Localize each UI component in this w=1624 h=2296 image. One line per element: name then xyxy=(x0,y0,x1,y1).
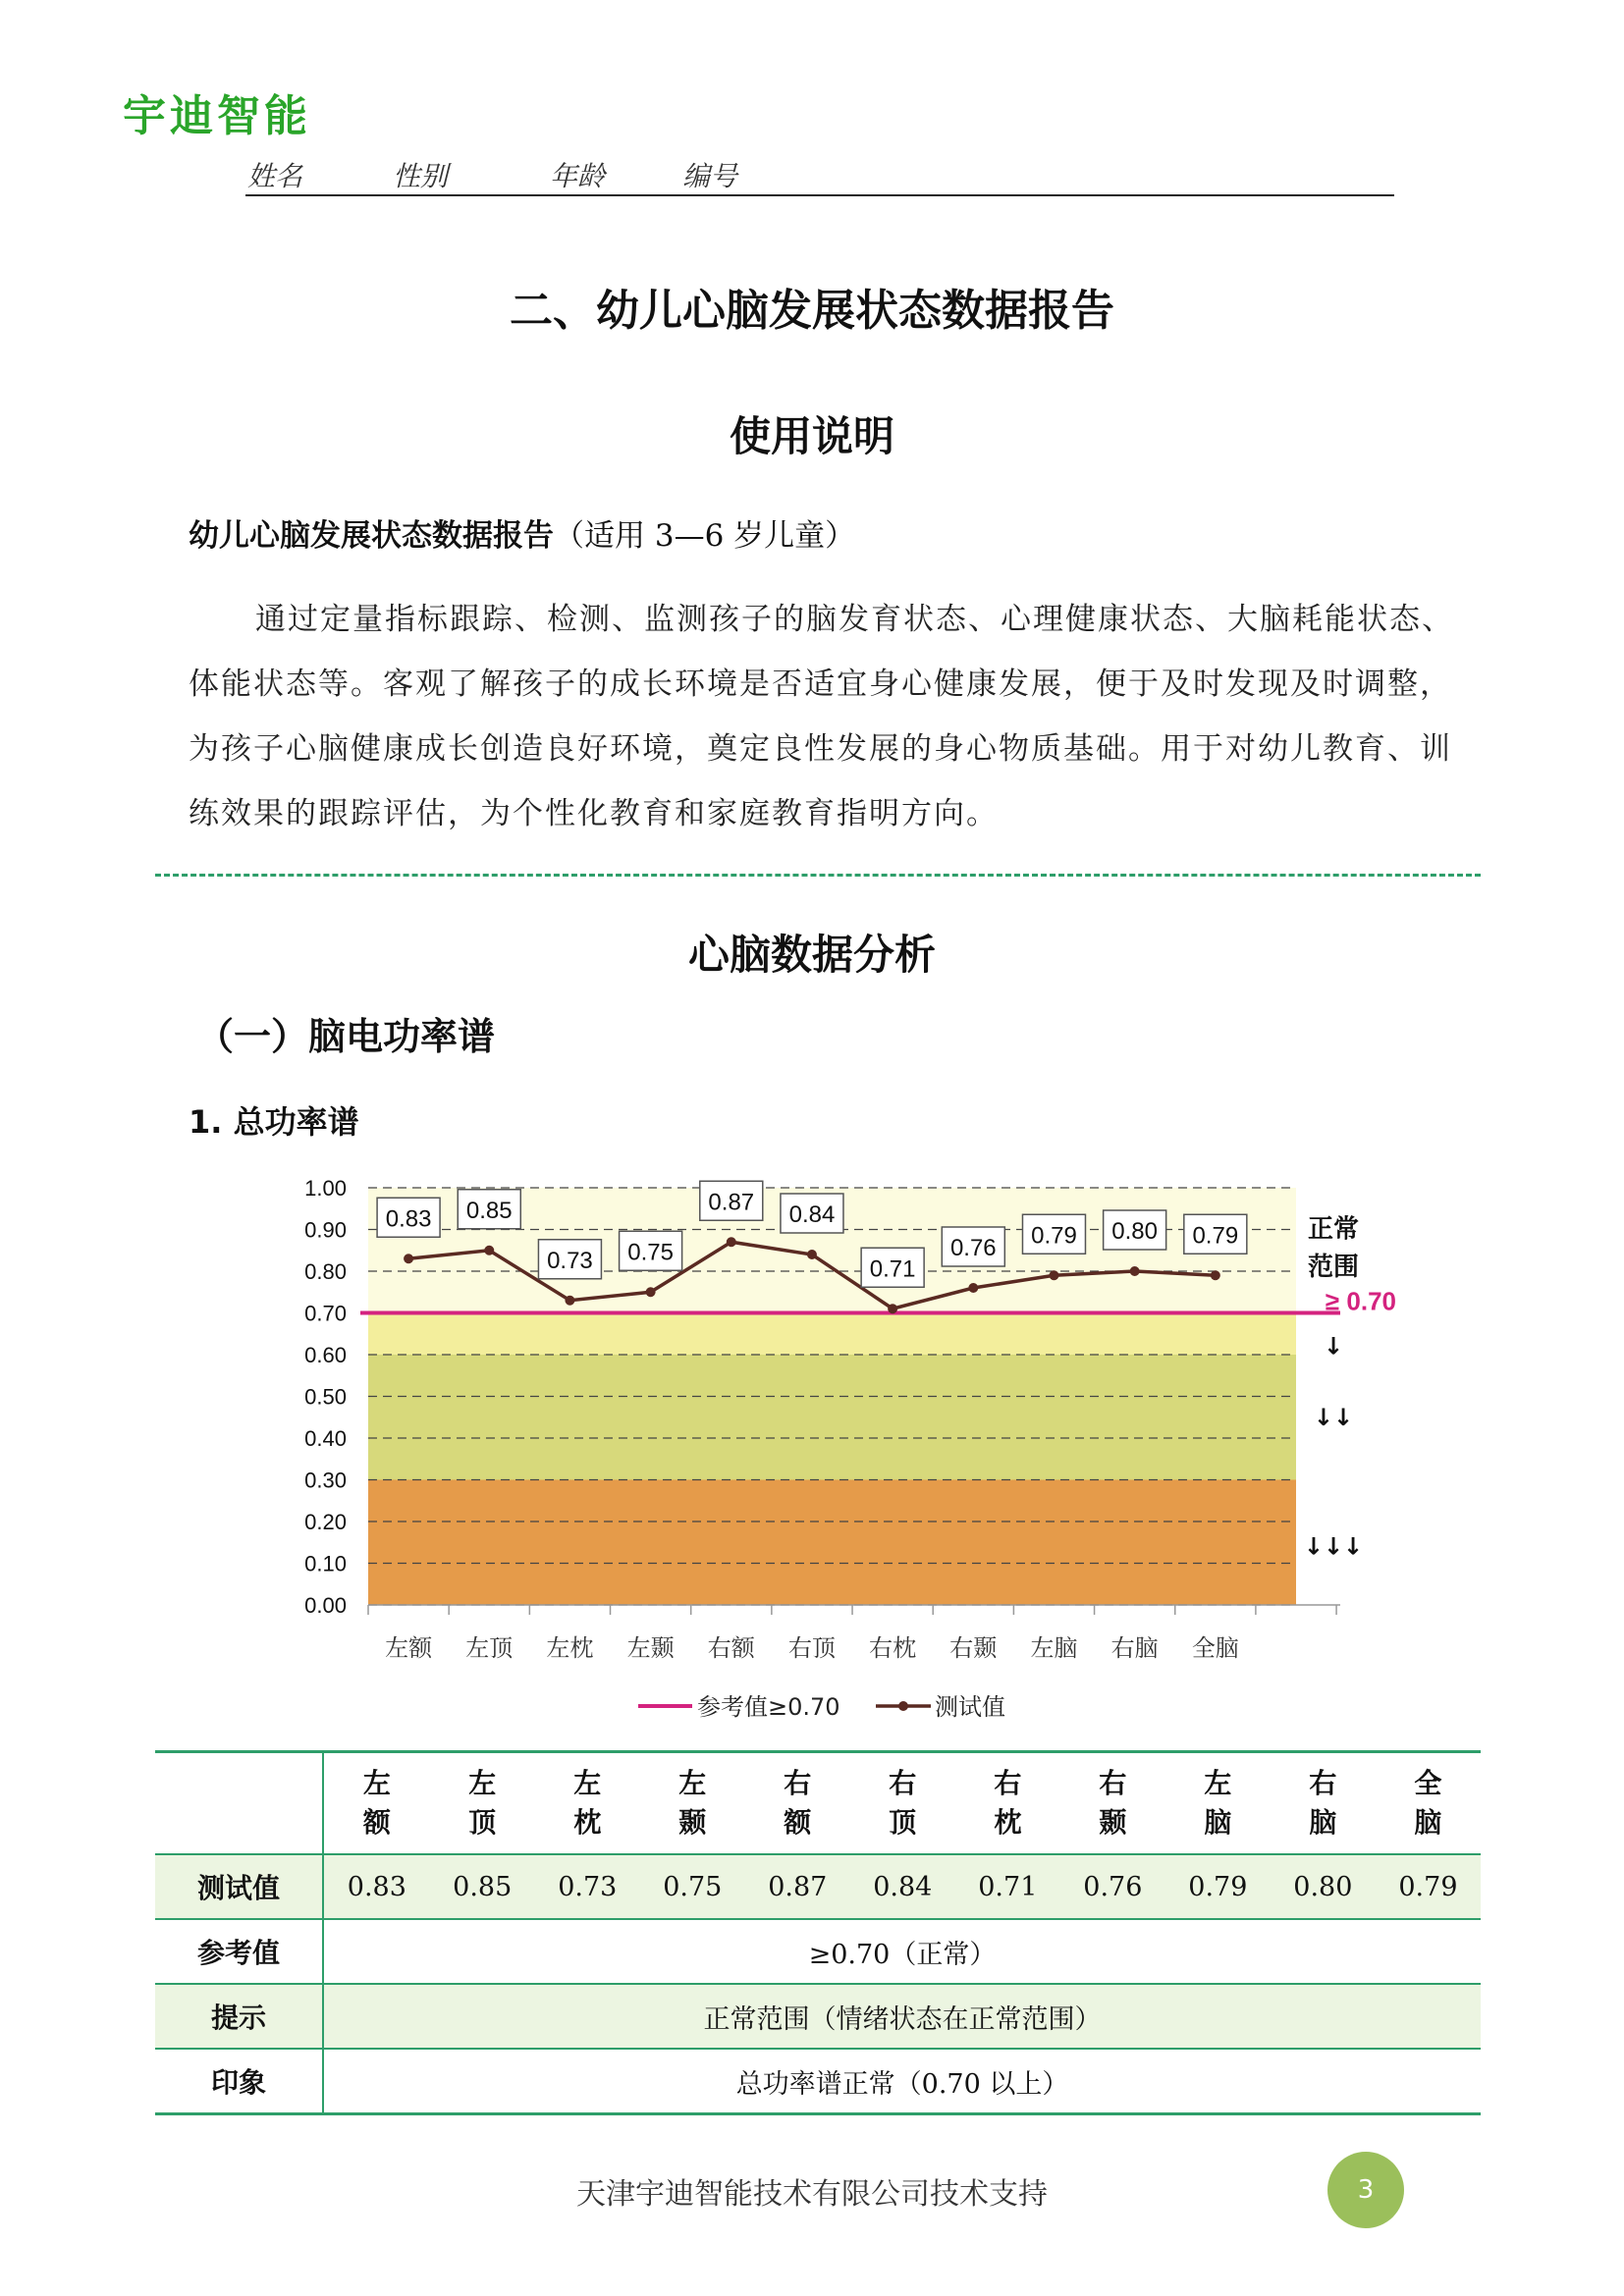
legend-reference-label: 参考值≥0.70 xyxy=(697,1693,840,1721)
band-arrow-label: ↓↓ xyxy=(1313,1403,1354,1431)
test-value-cell: 0.80 xyxy=(1271,1854,1376,1919)
y-tick-label: 0.70 xyxy=(304,1301,347,1326)
table-header-cell: 左 枕 xyxy=(535,1752,640,1855)
data-label: 0.73 xyxy=(547,1247,593,1274)
x-tick-label: 左颞 xyxy=(626,1634,675,1662)
usage-subtitle-range: （适用 3—6 岁儿童） xyxy=(554,518,856,554)
y-tick-label: 0.60 xyxy=(304,1343,347,1367)
test-value-cell: 0.71 xyxy=(955,1854,1060,1919)
range-band xyxy=(368,1313,1296,1356)
table-header-cell: 左 顶 xyxy=(430,1752,535,1855)
test-value-cell: 0.85 xyxy=(430,1854,535,1919)
patient-info-row xyxy=(245,155,1394,196)
table-header-cell: 右 顶 xyxy=(850,1752,955,1855)
table-header-cell: 右 枕 xyxy=(955,1752,1060,1855)
table-header-row xyxy=(155,1752,1481,1855)
data-point xyxy=(1049,1270,1058,1280)
usage-subtitle-bold: 幼儿心脑发展状态数据报告 xyxy=(189,518,554,554)
data-label: 0.76 xyxy=(949,1235,997,1261)
test-value-cell: 0.79 xyxy=(1376,1854,1481,1919)
data-point xyxy=(727,1237,736,1247)
test-value-cell: 0.87 xyxy=(745,1854,850,1919)
footer-text: 天津宇迪智能技术有限公司技术支持 xyxy=(576,2177,1048,2212)
data-label: 0.80 xyxy=(1111,1218,1159,1245)
data-label: 0.83 xyxy=(385,1205,432,1233)
test-value-cell: 0.84 xyxy=(850,1854,955,1919)
row-label-hint: 提示 xyxy=(155,1984,323,2049)
power-spectrum-table xyxy=(155,1750,1481,2115)
table-header-cell: 左 额 xyxy=(323,1752,430,1855)
test-value-cell: 0.73 xyxy=(535,1854,640,1919)
table-corner-cell xyxy=(155,1752,323,1855)
data-label: 0.79 xyxy=(1192,1222,1239,1250)
test-value-cell: 0.76 xyxy=(1060,1854,1165,1919)
y-tick-label: 0.00 xyxy=(304,1593,347,1618)
table-row-impression xyxy=(155,2049,1481,2114)
total-power-chart xyxy=(275,1163,1396,1733)
table-header-cell: 右 脑 xyxy=(1271,1752,1376,1855)
y-tick-label: 0.30 xyxy=(304,1468,347,1493)
x-tick-label: 右颞 xyxy=(949,1634,998,1662)
data-point xyxy=(646,1287,656,1297)
brand-logo: 宇迪智能 xyxy=(123,91,311,141)
reference-value-cell: ≥0.70（正常） xyxy=(323,1919,1481,1984)
id-label: 编号 xyxy=(682,160,738,192)
x-tick-label: 左额 xyxy=(385,1634,433,1662)
y-tick-label: 0.80 xyxy=(304,1259,347,1284)
table-header-cell: 左 颞 xyxy=(640,1752,745,1855)
report-title: 二、幼儿心脑发展状态数据报告 xyxy=(510,286,1114,336)
data-point xyxy=(484,1246,494,1255)
test-value-cell: 0.79 xyxy=(1165,1854,1271,1919)
x-tick-label: 左顶 xyxy=(465,1634,514,1662)
data-label: 0.79 xyxy=(1031,1222,1077,1250)
table-header-cell: 全 脑 xyxy=(1376,1752,1481,1855)
name-label: 姓名 xyxy=(247,160,303,192)
x-tick-label: 左脑 xyxy=(1030,1634,1078,1662)
table-row-test xyxy=(155,1854,1481,1919)
data-point xyxy=(968,1283,978,1293)
gender-label: 性别 xyxy=(393,160,449,192)
usage-subtitle xyxy=(189,510,855,555)
table-row-reference xyxy=(155,1919,1481,1984)
range-band xyxy=(368,1480,1296,1606)
analysis-heading: 心脑数据分析 xyxy=(687,931,936,979)
legend-series-label: 测试值 xyxy=(935,1693,1005,1721)
page-number-badge: 3 xyxy=(1327,2152,1404,2228)
legend-series-marker xyxy=(898,1701,908,1711)
test-value-cell: 0.75 xyxy=(640,1854,745,1919)
data-label: 0.71 xyxy=(869,1255,916,1283)
data-point xyxy=(1130,1266,1140,1276)
band-arrow-label: ↓↓↓ xyxy=(1303,1532,1364,1561)
row-label-test: 测试值 xyxy=(155,1854,323,1919)
age-label: 年龄 xyxy=(550,160,606,192)
y-tick-label: 0.40 xyxy=(304,1426,347,1451)
table-row-hint xyxy=(155,1984,1481,2049)
row-label-impression: 印象 xyxy=(155,2049,323,2114)
x-tick-label: 全脑 xyxy=(1191,1634,1239,1662)
normal-range-label: 范围 xyxy=(1307,1252,1360,1282)
hint-value-cell: 正常范围（情绪状态在正常范围） xyxy=(323,1984,1481,2049)
data-label: 0.75 xyxy=(627,1239,674,1266)
y-tick-label: 0.10 xyxy=(304,1551,347,1576)
normal-range-label: 正常 xyxy=(1307,1214,1360,1245)
data-label: 0.85 xyxy=(465,1197,513,1224)
table-header-cell: 右 额 xyxy=(745,1752,850,1855)
data-point xyxy=(888,1304,897,1313)
test-value-cell: 0.83 xyxy=(323,1854,430,1919)
data-label: 0.87 xyxy=(708,1189,755,1216)
y-tick-label: 1.00 xyxy=(304,1176,347,1201)
x-tick-label: 右脑 xyxy=(1110,1634,1159,1662)
usage-paragraph: 通过定量指标跟踪、检测、监测孩子的脑发育状态、心理健康状态、大脑耗能状态、体能状态等。客观了解孩子的成长环境是否适宜身心健康发展，便于及时发现及时调整，为孩子心脑健康成长创造良好环境，奠定良性发展的身心物质基础。用于对幼儿教育、训练效果的跟踪评估，为个性化教育和家庭教育指明方向。 xyxy=(189,602,1454,831)
section-divider xyxy=(155,874,1481,877)
data-point xyxy=(807,1250,817,1259)
x-tick-label: 右额 xyxy=(707,1634,755,1662)
x-tick-label: 右顶 xyxy=(787,1634,836,1662)
data-point xyxy=(565,1296,574,1306)
data-label: 0.84 xyxy=(788,1201,836,1228)
table-header-cell: 右 颞 xyxy=(1060,1752,1165,1855)
impression-value-cell: 总功率谱正常（0.70 以上） xyxy=(323,2049,1481,2114)
table-header-cell: 左 脑 xyxy=(1165,1752,1271,1855)
y-tick-label: 0.20 xyxy=(304,1510,347,1534)
x-tick-label: 右枕 xyxy=(869,1634,917,1662)
data-point xyxy=(1211,1270,1220,1280)
y-tick-label: 0.90 xyxy=(304,1217,347,1243)
x-tick-label: 左枕 xyxy=(546,1634,594,1662)
reference-label: ≥ 0.70 xyxy=(1325,1286,1396,1316)
usage-heading: 使用说明 xyxy=(729,412,894,460)
data-point xyxy=(404,1254,413,1263)
band-arrow-label: ↓ xyxy=(1323,1332,1344,1361)
y-tick-label: 0.50 xyxy=(304,1384,347,1410)
subsection-heading-total-power: 1. 总功率谱 xyxy=(189,1103,359,1141)
row-label-reference: 参考值 xyxy=(155,1919,323,1984)
section-heading-power-spectrum: （一）脑电功率谱 xyxy=(196,1015,496,1058)
range-band xyxy=(368,1355,1296,1480)
